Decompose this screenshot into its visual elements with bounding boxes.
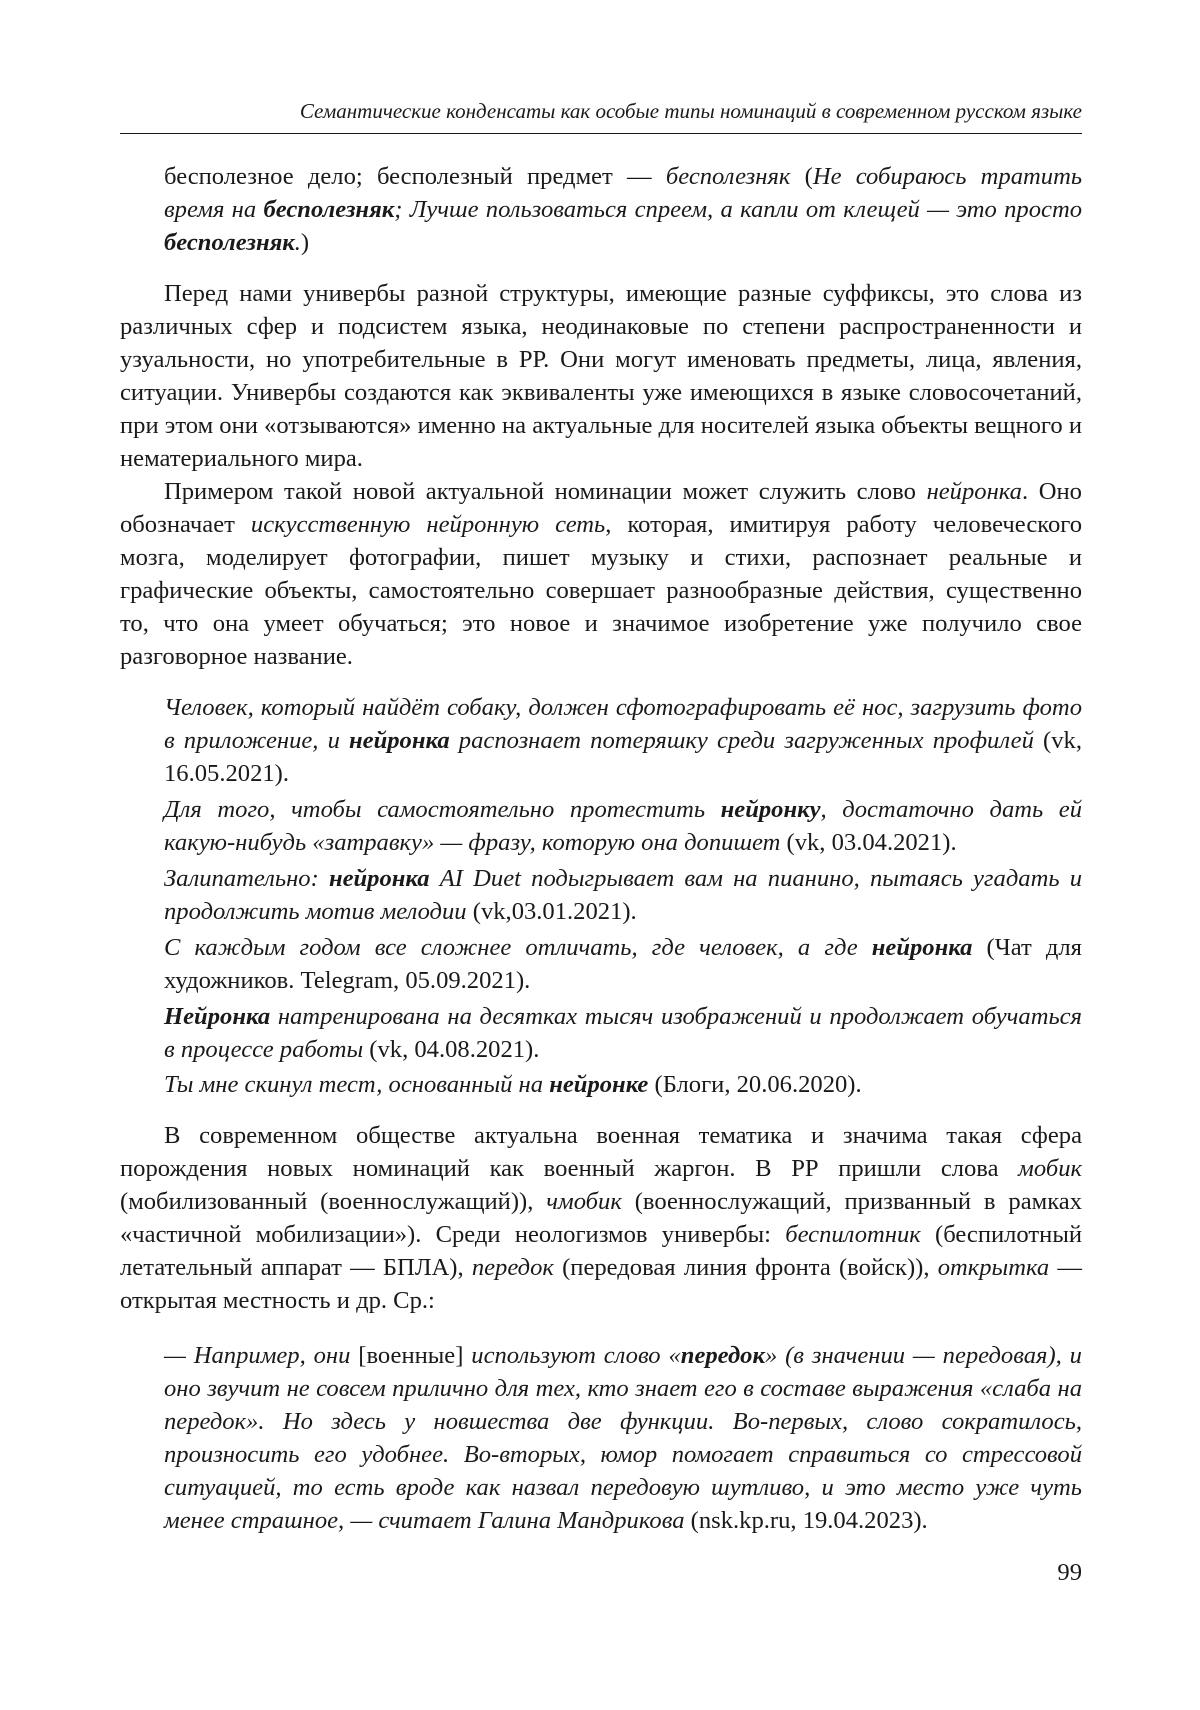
italic-text: используют слово « <box>463 1342 681 1369</box>
highlighted-term: передок <box>680 1342 765 1369</box>
text-run: (nsk.kp.ru, 19.04.2023). <box>684 1507 928 1534</box>
highlighted-term: нейронка <box>871 934 973 961</box>
italic-text: передок <box>471 1254 554 1281</box>
text-run: Примером такой новой актуальной номинации может служить слово <box>164 478 927 505</box>
text-run: (мобилизованный (военнослужащий)), <box>120 1188 547 1215</box>
italic-text: бесполезняк <box>665 163 791 190</box>
text-run: — открытая местность и др. Ср.: <box>120 1254 1082 1314</box>
italic-text: натренирована на десятках тысяч изображений и продолжает обучаться в процессе работы <box>164 1003 1082 1063</box>
italic-text: мобик <box>1018 1155 1082 1182</box>
text-run: [военные] <box>358 1342 464 1369</box>
italic-text: , достаточно дать ей какую-нибудь «затравку» — фразу, которую она допишет <box>164 796 1082 856</box>
example-quote <box>120 862 1082 928</box>
highlighted-term: бесполезняк <box>263 196 395 223</box>
italic-text: С каждым годом все сложнее отличать, где человек, а где <box>164 934 872 961</box>
paragraph <box>120 160 1082 259</box>
page-number: 99 <box>1057 1559 1082 1586</box>
page-body <box>120 160 1082 1537</box>
italic-text: Для того, чтобы самостоятельно протестить <box>164 796 721 823</box>
italic-text: открытка <box>937 1254 1050 1281</box>
italic-text: » (в значении — передовая), и оно звучит не совсем прилично для тех, кто знает его в составе выражения «слаба на передок». Но здесь у новшества две функции. Во-первых, слово сократилось, произносить его удобнее. Во-вторых, юмор помогает справиться со стрессовой ситуацией, то есть вроде как назвал передовую шутливо, и это место уже чуть менее страшное, — считает Галина Мандрикова <box>164 1342 1082 1534</box>
header-divider <box>120 133 1082 134</box>
text-run: бесполезное дело; бесполезный предмет — <box>164 163 666 190</box>
italic-text: Залипательно: <box>164 865 329 892</box>
running-head: Семантические конденсаты как особые типы номинаций в современном русском языке <box>299 99 1082 123</box>
text-run: . Оно обозначает <box>120 478 1082 538</box>
italic-text: чмобик <box>546 1188 622 1215</box>
text-run: (Чат для художников. Telegram, 05.09.2021). <box>164 934 1082 994</box>
text-run: , которая, имитируя работу человеческого мозга, моделирует фотографии, пишет музыку и стихи, распознает реальные и графические объекты, самостоятельно совершает разнообразные действия, существенно то, что она умеет обучаться; это новое и значимое изобретение уже получило свое разговорное название. <box>120 511 1083 670</box>
text-run: (Блоги, 20.06.2020). <box>648 1071 862 1098</box>
text-run: (vk, 16.05.2021). <box>164 727 1082 787</box>
example-quote <box>120 1339 1082 1537</box>
italic-text: Не собираюсь тратить время на <box>164 163 1083 223</box>
example-quote <box>120 691 1082 790</box>
highlighted-term: нейронка <box>349 727 450 754</box>
text-run: ) <box>300 229 310 256</box>
text-run: Перед нами универбы разной структуры, имеющие разные суффиксы, это слова из различных сфер и подсистем языка, неодинаковые по степени распространенности и узуальности, но употребительные в РР. Они могут именовать предметы, лица, явления, ситуации. Универбы создаются как эквиваленты уже имеющихся в языке словосочетаний, при этом они «отзываются» именно на актуальные для носителей языка объекты вещного и нематериального мира. <box>120 280 1083 472</box>
text-run: (передовая линия фронта (войск)), <box>553 1254 938 1281</box>
paragraph <box>120 277 1082 475</box>
example-quote <box>120 793 1082 859</box>
highlighted-term: нейронке <box>549 1071 649 1098</box>
italic-text: . <box>294 229 301 256</box>
highlighted-term: бесполезняк <box>164 229 295 256</box>
highlighted-term: нейронка <box>328 865 430 892</box>
italic-text: Ты мне скинул тест, основанный на <box>164 1071 550 1098</box>
text-run: ( <box>790 163 813 190</box>
italic-text: искусственную нейронную сеть <box>250 511 606 538</box>
italic-text: беспилотник <box>785 1221 921 1248</box>
text-run: (военнослужащий, призванный в рамках «частичной мобилизации»). Среди неологизмов универбы: <box>120 1188 1082 1248</box>
example-quote <box>120 931 1082 997</box>
paragraph <box>120 1119 1082 1317</box>
italic-text: — Например, они <box>164 1342 359 1369</box>
text-run: (vk,03.01.2021). <box>466 898 637 925</box>
example-quote <box>120 1068 1082 1101</box>
italic-text: Человек, который найдёт собаку, должен сфотографировать её нос, загрузить фото в приложение, и <box>164 694 1082 754</box>
text-run: В современном обществе актуальна военная тематика и значима такая сфера порождения новых номинаций как военный жаргон. В РР пришли слова <box>120 1122 1082 1182</box>
text-run: (беспилотный летательный аппарат — БПЛА), <box>120 1221 1082 1281</box>
italic-text: нейронка <box>926 478 1022 505</box>
italic-text: AI Duet подыгрывает вам на пианино, пытаясь угадать и продолжить мотив мелодии <box>164 865 1082 925</box>
text-run: (vk, 04.08.2021). <box>363 1036 540 1063</box>
italic-text: ; Лучше пользоваться спреем, а капли от клещей — это просто <box>394 196 1083 223</box>
italic-text: распознает потеряшку среди загруженных профилей <box>449 727 1034 754</box>
paragraph <box>120 475 1082 673</box>
highlighted-term: нейронку <box>720 796 821 823</box>
highlighted-term: Нейронка <box>164 1003 271 1030</box>
text-run: (vk, 03.04.2021). <box>780 829 957 856</box>
example-quote <box>120 1000 1082 1066</box>
